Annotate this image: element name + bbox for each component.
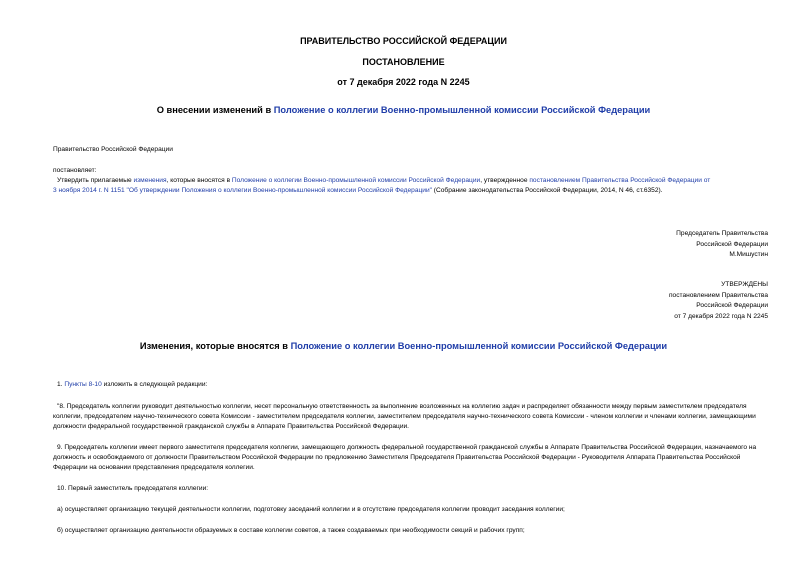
resolution-1151-link[interactable]: 3 ноября 2014 г. N 1151 "Об утверждении Положения о коллегии Военно-промышленной комиссии Российской Федерации" [53, 187, 432, 194]
preamble-subject: Правительство Российской Федерации [53, 146, 173, 153]
preamble-paragraph-line1 [57, 176, 710, 186]
paragraph-10: 10. Первый заместитель председателя коллегии: [57, 485, 209, 492]
changes-link[interactable]: изменения [133, 177, 167, 184]
preamble-paragraph-line2 [53, 186, 663, 196]
document-title-link[interactable]: Положение о коллегии Военно-промышленной комиссии Российской Федерации [273, 105, 651, 115]
preamble-text-d: (Собрание законодательства Российской Федерации, 2014, N 46, ст.6352). [431, 187, 663, 194]
signature-block [560, 229, 768, 261]
item-1-number: 1. [57, 381, 65, 388]
signature-line-3: М.Мишустин [729, 251, 768, 258]
preamble-verb: постановляет: [53, 167, 97, 174]
document-title-prefix: О внесении изменений в [156, 105, 274, 115]
approval-line-4: от 7 декабря 2022 года N 2245 [674, 312, 768, 320]
changes-title [0, 341, 807, 351]
paragraph-8: "8. Председатель коллегии руководит деятельностью коллегии, несет персональную ответственность за выполнение возложенных на коллегию задач и распределяет обязанности между первым заместителем председателя коллегии, председателем научно-технического совета Комиссии - заместителем председателя коллегии, заместителем председателя научно-технического совета Комиссии - членом коллегии и членами коллегии, замещающими должности федеральной государственной гражданской службы в Аппарате Правительства Российской Федерации. [53, 403, 756, 431]
points-8-10-link[interactable]: Пункты 8-10 [64, 381, 102, 388]
document-title [0, 105, 807, 115]
regulation-link[interactable]: Положение о коллегии Военно-промышленной комиссии Российской Федерации [231, 177, 481, 184]
paragraph-10-b: б) осуществляет организацию деятельности образуемых в составе коллегии советов, а также создаваемых при необходимости секций и рабочих групп; [57, 527, 525, 534]
paragraph-10-a: а) осуществляет организацию текущей деятельности коллегии, подготовку заседаний коллегии и в отсутствие председателя коллегии проводит заседания коллегии; [57, 506, 565, 513]
item-1-text: изложить в следующей редакции: [101, 381, 208, 388]
approval-line-2: постановлением Правительства [668, 291, 768, 299]
approval-line-3: Российской Федерации [696, 302, 768, 309]
preamble-text-a: Утвердить прилагаемые [57, 177, 134, 184]
approval-block [560, 280, 768, 322]
signature-line-2: Российской Федерации [696, 240, 768, 248]
item-1 [57, 380, 207, 390]
signature-line-1: Председатель Правительства [676, 230, 768, 237]
preamble-text-c: , утвержденное [480, 177, 530, 184]
government-heading: ПРАВИТЕЛЬСТВО РОССИЙСКОЙ ФЕДЕРАЦИИ [300, 36, 507, 46]
paragraph-9: 9. Председатель коллегии имеет первого заместителя председателя коллегии, замещающего должность федеральной государственной гражданской службы в Аппарате Правительства Российской Федерации, назначаемого на должность и освобождаемого от должности Правительством Российской Федерации по предложению Заместителя Председателя Правительства Российской Федерации - Руководителя Аппарата Правительства Российской Федерации на основании представления председателя коллегии. [53, 444, 757, 472]
changes-title-prefix: Изменения, которые вносятся в [139, 341, 291, 351]
approval-line-1: УТВЕРЖДЕНЫ [721, 281, 768, 288]
document-type: ПОСТАНОВЛЕНИЕ [362, 57, 445, 67]
document-date-number: от 7 декабря 2022 года N 2245 [337, 77, 470, 87]
resolution-link[interactable]: постановлением Правительства Российской Федерации от [529, 177, 711, 184]
changes-title-link[interactable]: Положение о коллегии Военно-промышленной комиссии Российской Федерации [290, 341, 668, 351]
preamble-text-b: , которые вносятся в [166, 177, 232, 184]
